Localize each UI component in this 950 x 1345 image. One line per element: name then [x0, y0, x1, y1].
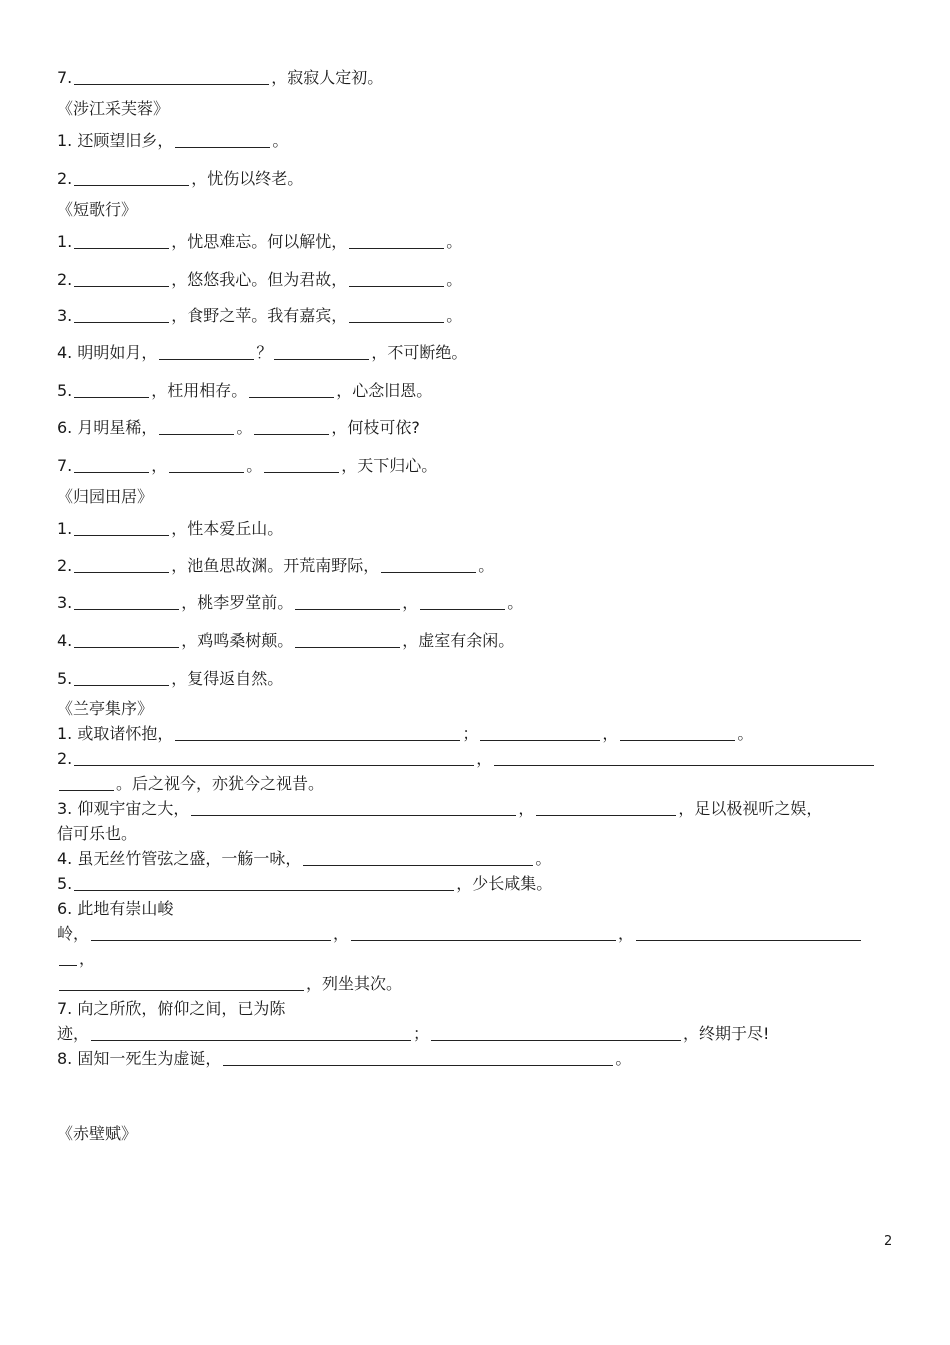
- question-text: 5.: [57, 381, 73, 400]
- question-line: [57, 772, 910, 796]
- question-text: 7.: [57, 68, 73, 87]
- question-text: 3. 仰观宇宙之大，: [57, 799, 190, 818]
- question-text: 7.: [57, 456, 73, 475]
- question-text: 1.: [57, 232, 73, 251]
- question-line: [57, 554, 910, 578]
- question-line: [57, 454, 910, 478]
- question-text: 5.: [57, 669, 73, 688]
- question-text: 。: [615, 1049, 632, 1068]
- question-text: 3.: [57, 306, 73, 325]
- question-text: ；: [413, 1024, 430, 1043]
- question-text: 。后之视今，亦犹今之视昔。: [116, 774, 325, 793]
- answer-blank[interactable]: [74, 380, 149, 398]
- answer-blank[interactable]: [349, 231, 444, 249]
- poem-title-text: 《赤壁赋》: [57, 1124, 138, 1143]
- question-text: 。: [246, 456, 263, 475]
- question-text: 岭，: [57, 924, 90, 943]
- question-text: 。: [272, 131, 289, 150]
- question-line: [57, 897, 910, 921]
- question-text: ，少长咸集。: [456, 874, 553, 893]
- question-text: 4.: [57, 631, 73, 650]
- page-number: 2: [884, 1234, 893, 1249]
- question-text: ，: [602, 724, 619, 743]
- question-text: ，不可断绝。: [371, 343, 468, 362]
- answer-blank[interactable]: [420, 592, 505, 610]
- question-line: [57, 129, 910, 153]
- question-text: 7. 向之所欣，俯仰之间，已为陈: [57, 999, 286, 1018]
- question-line: [57, 517, 910, 541]
- question-text: ，桃李罗堂前。: [181, 593, 294, 612]
- answer-blank[interactable]: [59, 948, 77, 966]
- answer-blank[interactable]: [74, 748, 474, 766]
- question-line: [57, 667, 910, 691]
- question-line: [57, 1047, 910, 1071]
- question-text: ，忧思难忘。何以解忧，: [171, 232, 348, 251]
- answer-blank[interactable]: [74, 455, 149, 473]
- question-text: 8. 固知一死生为虚诞，: [57, 1049, 222, 1068]
- question-line: [57, 747, 910, 771]
- question-line: [57, 872, 910, 896]
- question-text: 1.: [57, 519, 73, 538]
- question-text: ，列坐其次。: [306, 974, 403, 993]
- poem-title: [57, 697, 910, 721]
- question-text: 迹，: [57, 1024, 90, 1043]
- answer-blank[interactable]: [74, 231, 169, 249]
- answer-blank[interactable]: [175, 723, 460, 741]
- answer-blank[interactable]: [254, 417, 329, 435]
- answer-blank[interactable]: [274, 342, 369, 360]
- answer-blank[interactable]: [74, 305, 169, 323]
- answer-blank[interactable]: [175, 130, 270, 148]
- question-text: ，何枝可依?: [331, 418, 420, 437]
- question-text: 。: [535, 849, 552, 868]
- question-line: [57, 847, 910, 871]
- question-text: ，足以极视听之娱，: [678, 799, 823, 818]
- answer-blank[interactable]: [494, 748, 874, 766]
- question-text: ，鸡鸣桑树颠。: [181, 631, 294, 650]
- question-text: 。: [446, 232, 463, 251]
- question-text: 。: [446, 270, 463, 289]
- question-text: ，虚室有余闲。: [402, 631, 515, 650]
- question-text: 。: [507, 593, 524, 612]
- question-line: [57, 722, 910, 746]
- question-line: [57, 167, 910, 191]
- answer-blank[interactable]: [381, 555, 476, 573]
- answer-blank[interactable]: [636, 923, 861, 941]
- question-line: [57, 922, 910, 946]
- question-text: 6. 此地有崇山峻: [57, 899, 174, 918]
- answer-blank[interactable]: [349, 305, 444, 323]
- question-text: 2.: [57, 169, 73, 188]
- question-text: ，: [402, 593, 419, 612]
- answer-blank[interactable]: [159, 417, 234, 435]
- question-line: [57, 304, 910, 328]
- answer-blank[interactable]: [480, 723, 600, 741]
- question-line: [57, 997, 910, 1021]
- question-line: [57, 822, 910, 846]
- question-line: [57, 1022, 910, 1046]
- question-text: 4. 明明如月，: [57, 343, 158, 362]
- question-text: 。: [737, 724, 754, 743]
- question-text: ，: [151, 456, 168, 475]
- question-line: [57, 797, 910, 821]
- answer-blank[interactable]: [74, 630, 179, 648]
- answer-blank[interactable]: [74, 67, 269, 85]
- question-text: 2.: [57, 749, 73, 768]
- answer-blank[interactable]: [351, 923, 616, 941]
- question-line: [57, 230, 910, 254]
- answer-blank[interactable]: [59, 773, 114, 791]
- question-text: 6. 月明星稀，: [57, 418, 158, 437]
- answer-blank[interactable]: [303, 848, 533, 866]
- question-text: 2.: [57, 556, 73, 575]
- poem-title: [57, 97, 910, 121]
- answer-blank[interactable]: [620, 723, 735, 741]
- question-text: 1. 或取诸怀抱，: [57, 724, 174, 743]
- question-text: ，终期于尽!: [683, 1024, 770, 1043]
- answer-blank[interactable]: [74, 592, 179, 610]
- question-text: ，: [518, 799, 535, 818]
- answer-blank[interactable]: [431, 1023, 681, 1041]
- question-text: ，天下归心。: [341, 456, 438, 475]
- question-line: [57, 66, 910, 90]
- answer-blank[interactable]: [169, 455, 244, 473]
- question-text: ，忧伤以终老。: [191, 169, 304, 188]
- question-text: ？: [256, 343, 273, 362]
- answer-blank[interactable]: [536, 798, 676, 816]
- question-line: [57, 268, 910, 292]
- question-text: ，: [79, 949, 96, 968]
- question-text: 5.: [57, 874, 73, 893]
- question-line: [57, 629, 910, 653]
- answer-blank[interactable]: [91, 1023, 411, 1041]
- question-text: 1. 还顾望旧乡，: [57, 131, 174, 150]
- answer-blank[interactable]: [223, 1048, 613, 1066]
- question-text: 信可乐也。: [57, 824, 138, 843]
- question-text: ，: [618, 924, 635, 943]
- question-text: ；: [462, 724, 479, 743]
- answer-blank[interactable]: [74, 518, 169, 536]
- question-text: ，: [333, 924, 350, 943]
- question-line: [57, 947, 910, 971]
- question-line: [57, 972, 910, 996]
- question-line: [57, 379, 910, 403]
- question-text: ，复得返自然。: [171, 669, 284, 688]
- answer-blank[interactable]: [74, 873, 454, 891]
- answer-blank[interactable]: [159, 342, 254, 360]
- answer-blank[interactable]: [295, 592, 400, 610]
- answer-blank[interactable]: [74, 168, 189, 186]
- poem-title-text: 《涉江采芙蓉》: [57, 99, 170, 118]
- poem-title: [57, 198, 910, 222]
- question-text: ，池鱼思故渊。开荒南野际，: [171, 556, 380, 575]
- answer-blank[interactable]: [191, 798, 516, 816]
- answer-blank[interactable]: [295, 630, 400, 648]
- poem-title-text: 《兰亭集序》: [57, 699, 154, 718]
- poem-title: [57, 485, 910, 509]
- question-text: ，性本爱丘山。: [171, 519, 284, 538]
- answer-blank[interactable]: [249, 380, 334, 398]
- poem-title: [57, 1122, 910, 1146]
- poem-title-text: 《短歌行》: [57, 200, 138, 219]
- question-line: [57, 591, 910, 615]
- answer-blank[interactable]: [74, 555, 169, 573]
- answer-blank[interactable]: [264, 455, 339, 473]
- question-text: 3.: [57, 593, 73, 612]
- question-text: ，寂寂人定初。: [271, 68, 384, 87]
- question-text: 。: [236, 418, 253, 437]
- question-line: [57, 416, 910, 440]
- answer-blank[interactable]: [74, 668, 169, 686]
- question-text: ，枉用相存。: [151, 381, 248, 400]
- answer-blank[interactable]: [349, 269, 444, 287]
- question-text: 。: [446, 306, 463, 325]
- question-text: ，: [476, 749, 493, 768]
- question-text: 2.: [57, 270, 73, 289]
- question-text: ，食野之苹。我有嘉宾，: [171, 306, 348, 325]
- question-line: [57, 341, 910, 365]
- answer-blank[interactable]: [59, 973, 304, 991]
- answer-blank[interactable]: [91, 923, 331, 941]
- answer-blank[interactable]: [74, 269, 169, 287]
- poem-title-text: 《归园田居》: [57, 487, 154, 506]
- question-text: ，心念旧恩。: [336, 381, 433, 400]
- question-text: 。: [478, 556, 495, 575]
- question-text: 4. 虽无丝竹管弦之盛，一觞一咏，: [57, 849, 302, 868]
- question-text: ，悠悠我心。但为君故，: [171, 270, 348, 289]
